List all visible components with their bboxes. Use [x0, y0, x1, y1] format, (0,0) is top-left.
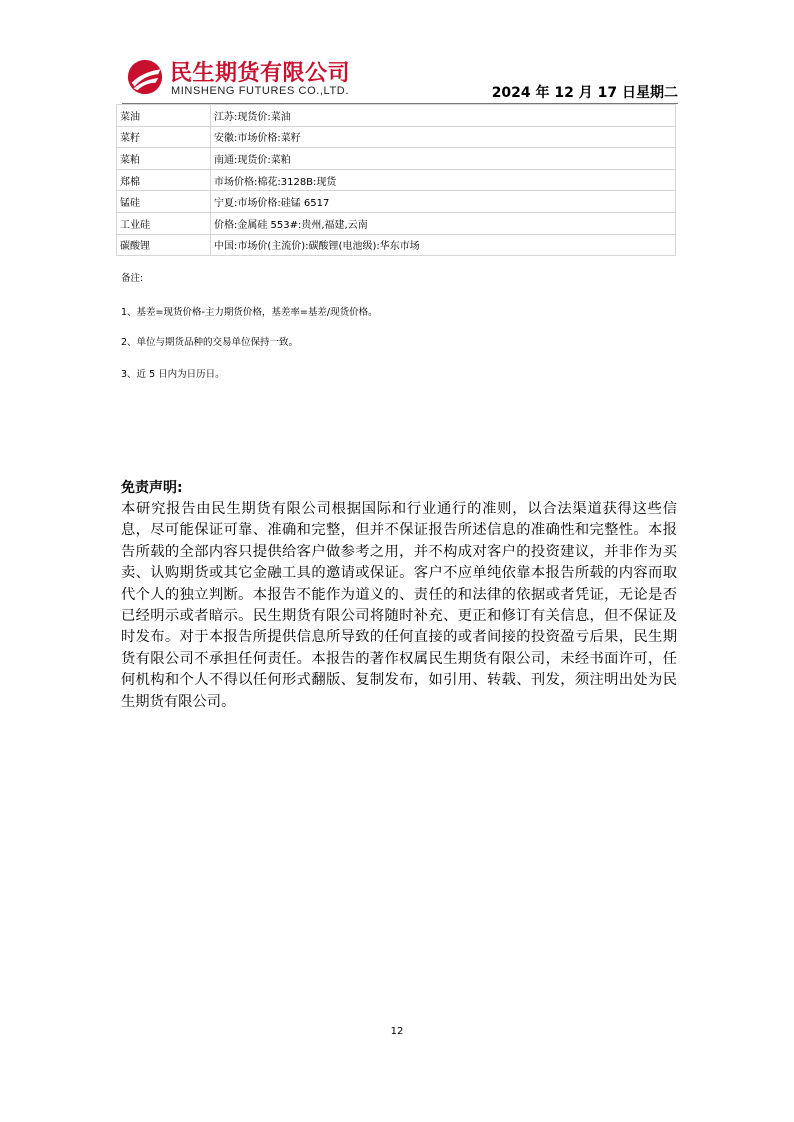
price-source-cell: 宁夏:市场价格:硅锰 6517 — [211, 191, 676, 213]
price-source-cell: 价格:金属硅 553#:贵州,福建,云南 — [211, 212, 676, 234]
company-name-en: MINSHENG FUTURES CO.,LTD. — [171, 85, 349, 97]
company-name-cn: 民生期货有限公司 — [170, 61, 351, 86]
table-row — [117, 148, 676, 170]
commodity-name-cell: 郑棉 — [117, 169, 211, 191]
table-row — [117, 234, 676, 256]
table-row — [117, 212, 676, 234]
commodity-name-cell: 菜粕 — [117, 148, 211, 170]
note-item: 2、单位与期货品种的交易单位保持一致。 — [121, 337, 299, 348]
note-item: 3、近 5 日内为日历日。 — [121, 369, 225, 380]
table-row — [117, 169, 676, 191]
price-source-cell: 中国:市场价(主流价):碳酸锂(电池级):华东市场 — [211, 234, 676, 256]
commodity-name-cell: 锰硅 — [117, 191, 211, 213]
notes-title: 备注: — [121, 273, 144, 284]
commodity-name-cell: 碳酸锂 — [117, 234, 211, 256]
table-row — [117, 105, 676, 127]
commodity-name-cell: 菜油 — [117, 105, 211, 127]
disclaimer-body: 本研究报告由民生期货有限公司根据国际和行业通行的准则，以合法渠道获得这些信息，尽可能保证可靠、准确和完整，但并不保证报告所述信息的准确性和完整性。本报告所载的全部内容只提供给客户做参考之用，并不构成对客户的投资建议，并非作为买卖、认购期货或其它金融工具的邀请或保证。客户不应单纯依靠本报告所载的内容而取代个人的独立判断。本报告不能作为道义的、责任的和法律的依据或者凭证，无论是否已经明示或者暗示。民生期货有限公司将随时补充、更正和修订有关信息，但不保证及时发布。对于本报告所提供信息所导致的任何直接的或者间接的投资盈亏后果，民生期货有限公司不承担任何责任。本报告的著作权属民生期货有限公司，未经书面许可，任何机构和个人不得以任何形式翻版、复制发布，如引用、转载、刊发，须注明出处为民生期货有限公司。 — [121, 501, 677, 710]
commodity-name-cell: 菜籽 — [117, 126, 211, 148]
price-source-cell: 安徽:市场价格:菜籽 — [211, 126, 676, 148]
price-source-cell: 江苏:现货价:菜油 — [211, 105, 676, 127]
page-number: 12 — [390, 1026, 404, 1037]
disclaimer-section — [121, 477, 677, 713]
minsheng-logo-icon — [126, 58, 164, 96]
price-source-cell: 南通:现货价:菜粕 — [211, 148, 676, 170]
page-header — [122, 52, 678, 104]
table-row — [117, 126, 676, 148]
table-row — [117, 191, 676, 213]
company-logo — [126, 56, 366, 100]
note-item: 1、基差=现货价格-主力期货价格，基差率=基差/现货价格。 — [121, 307, 378, 318]
price-source-cell: 市场价格:棉花:3128B:现货 — [211, 169, 676, 191]
commodity-name-cell: 工业硅 — [117, 212, 211, 234]
source-table — [116, 104, 676, 256]
report-date: 2024 年 12 月 17 日星期二 — [491, 85, 678, 101]
disclaimer-title: 免责声明: — [121, 480, 183, 496]
